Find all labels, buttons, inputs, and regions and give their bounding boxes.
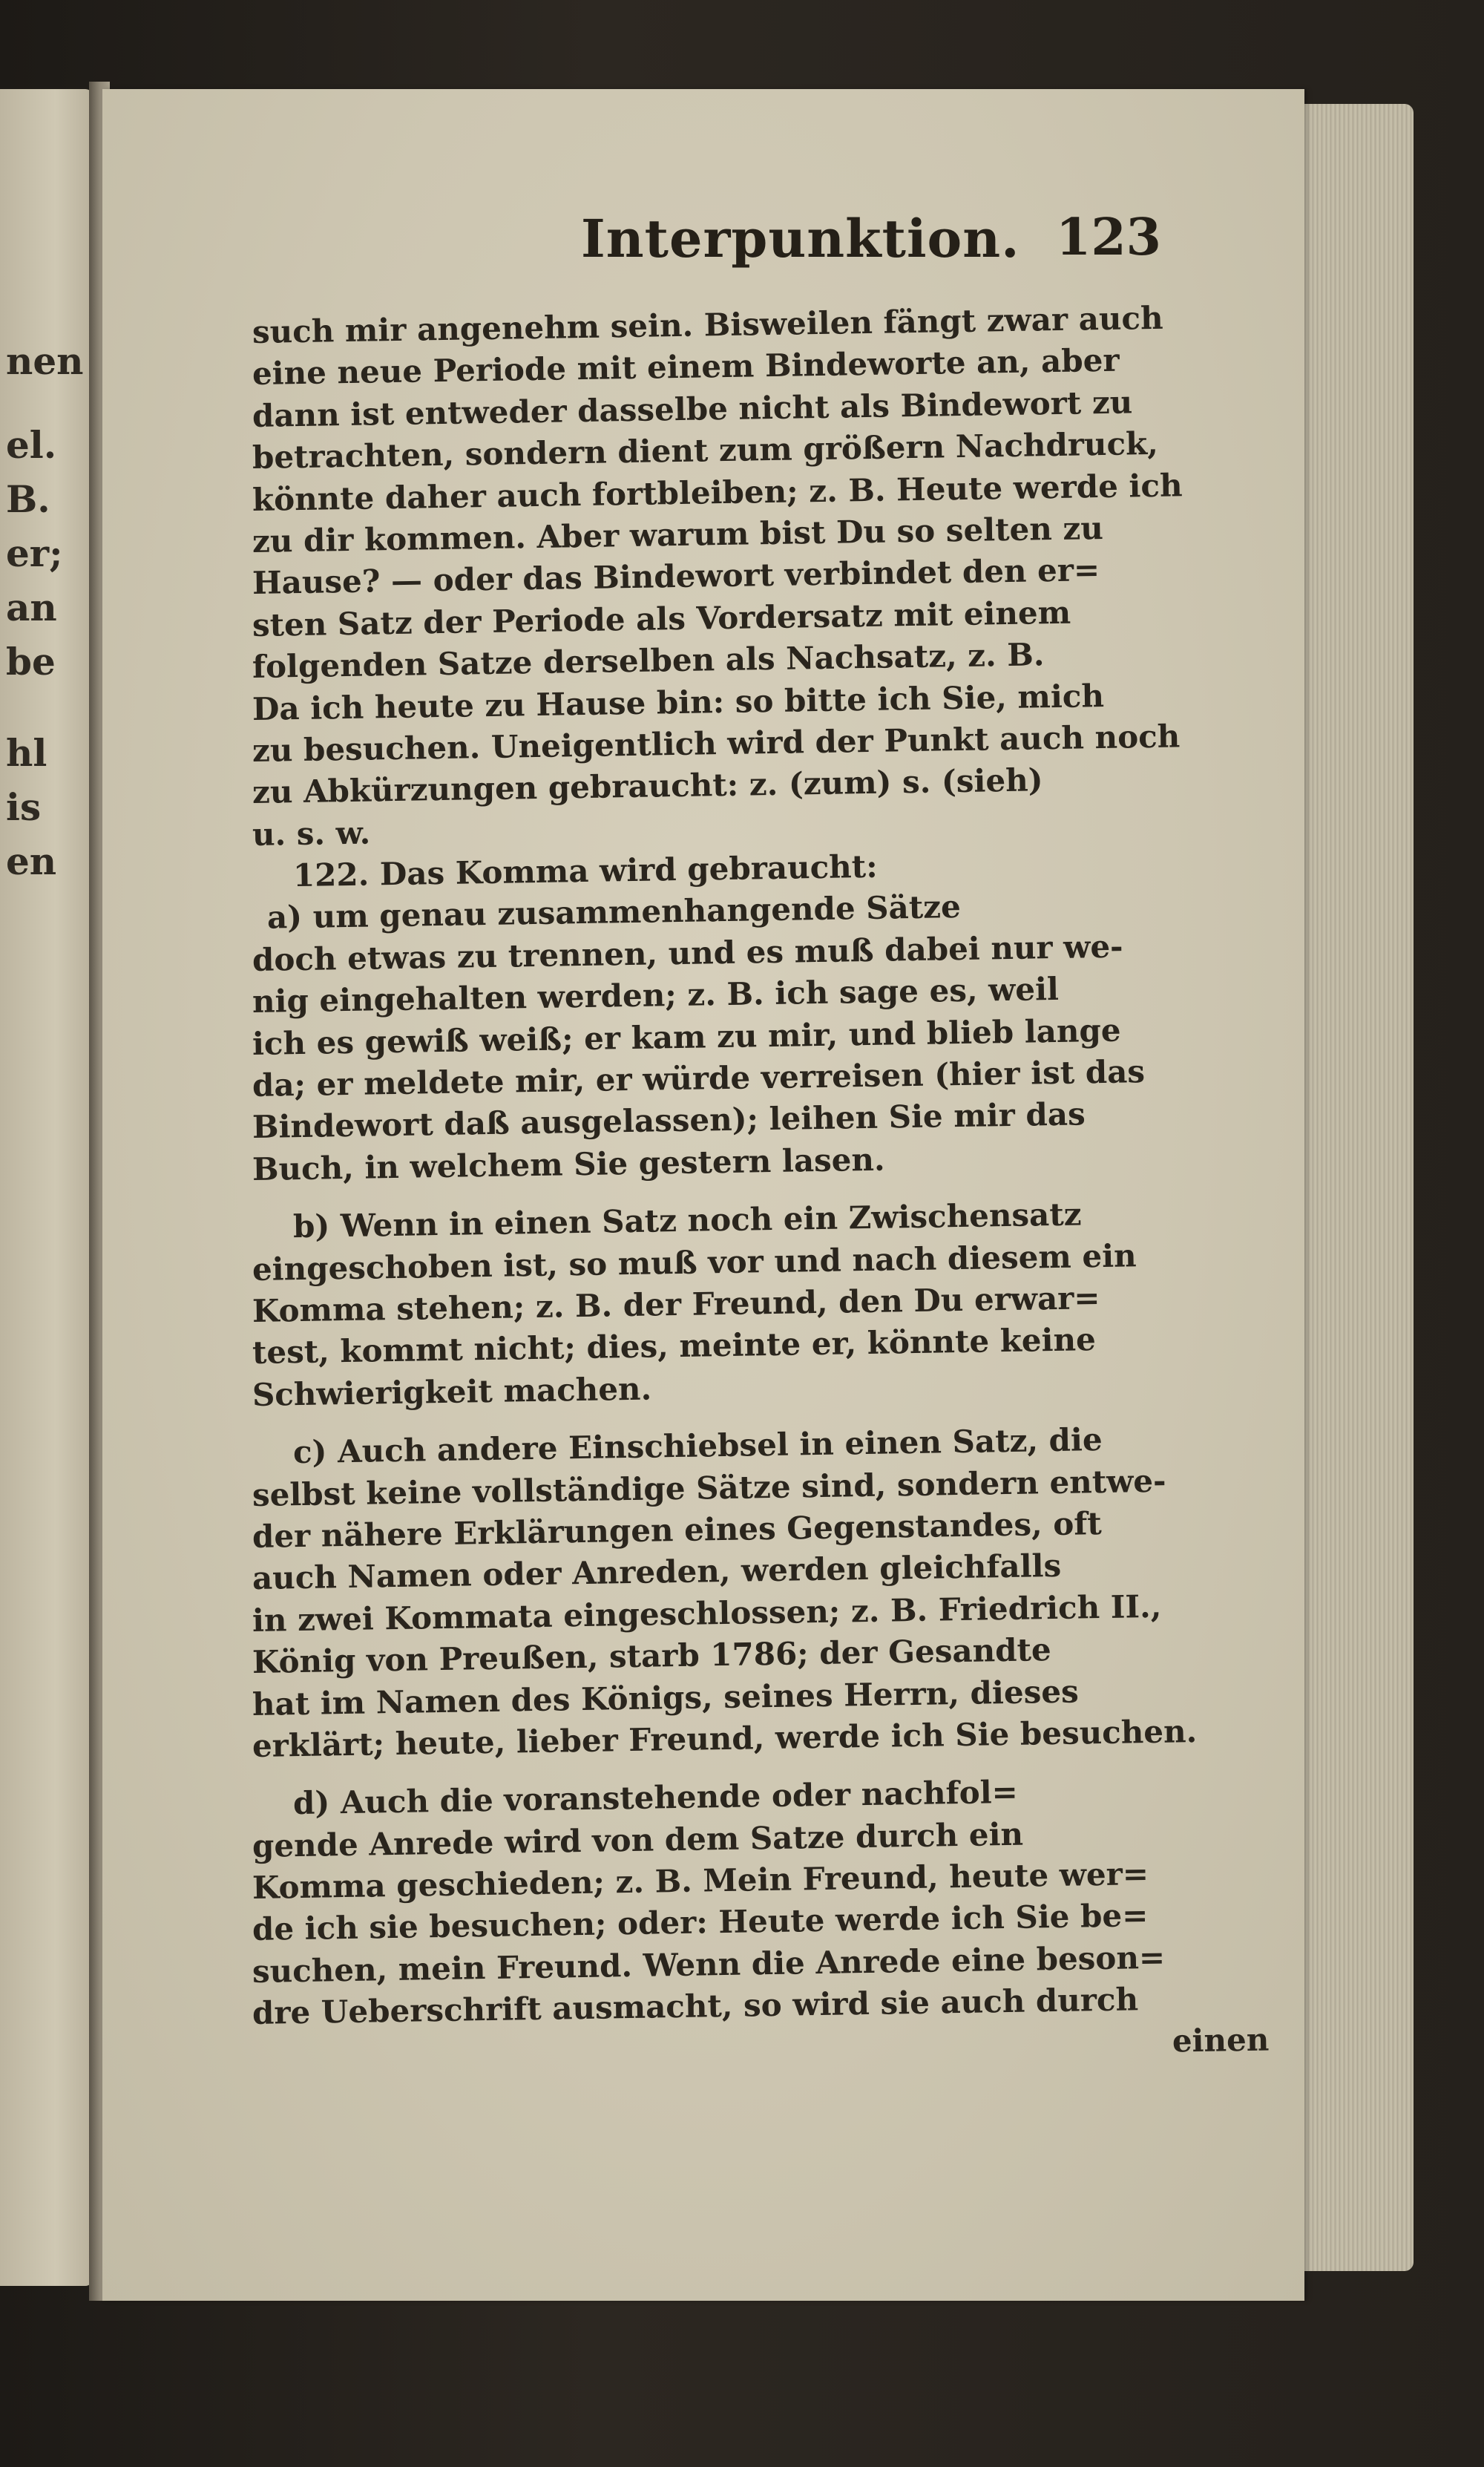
text-line: König von Preußen, starb 1786; der Gesandte: [252, 1631, 1051, 1681]
text-line: doch etwas zu trennen, und es muß dabei nur we-: [252, 928, 1123, 978]
text-line: dre Ueberschrift ausmacht, so wird sie auch durch: [252, 1981, 1139, 2032]
text-line: ich es gewiß weiß; er kam zu mir, und blieb lange: [252, 1012, 1121, 1062]
page-stack-edge: [1291, 104, 1414, 2271]
text-line: könnte daher auch fortbleiben; z. B. Heute werde ich: [252, 466, 1183, 518]
book-page: [102, 89, 1304, 2301]
fragment: er;: [6, 531, 63, 575]
text-line: Hause? — oder das Bindewort verbindet den er=: [252, 551, 1100, 602]
text-line: Buch, in welchem Sie gestern lasen.: [252, 1141, 885, 1187]
text-line: erklärt; heute, lieber Freund, werde ich Sie besuchen.: [252, 1712, 1198, 1764]
page-number: 123: [1056, 208, 1161, 267]
text-line: u. s. w.: [252, 814, 371, 853]
text-line: selbst keine vollständige Sätze sind, sondern entwe-: [252, 1462, 1166, 1513]
fragment: en: [6, 839, 57, 883]
body-text: [252, 299, 1270, 2077]
facing-page-fragments: [6, 334, 93, 888]
fragment: hl: [6, 731, 47, 775]
text-line: dann ist entweder dasselbe nicht als Bindewort zu: [252, 384, 1133, 434]
text-line: sten Satz der Periode als Vordersatz mit einem: [252, 594, 1071, 643]
text-line: da; er meldete mir, er würde verreisen (hier ist das: [252, 1053, 1146, 1104]
text-line: suchen, mein Freund. Wenn die Anrede eine beson=: [252, 1939, 1166, 1990]
fragment: an: [6, 586, 57, 629]
fragment: be: [6, 640, 56, 684]
fragment: el.: [6, 423, 57, 467]
fragment: nen: [6, 339, 84, 383]
text-line: hat im Namen des Königs, seines Herrn, dieses: [252, 1673, 1080, 1723]
text-line: eine neue Periode mit einem Bindeworte an, aber: [252, 342, 1120, 393]
running-head: Interpunktion.: [581, 208, 1020, 269]
text-line: zu dir kommen. Aber warum bist Du so selten zu: [252, 509, 1104, 560]
text-line: gende Anrede wird von dem Satze durch ein: [252, 1815, 1024, 1864]
text-line: folgenden Satze derselben als Nachsatz, z. B.: [252, 636, 1045, 686]
text-line: a) um genau zusammenhangende Sätze: [266, 888, 962, 937]
fragment: is: [6, 785, 42, 829]
catchword: einen: [1172, 2021, 1270, 2060]
facing-page-edge: [0, 89, 93, 2286]
text-line: Komma stehen; z. B. der Freund, den Du erwar=: [252, 1280, 1100, 1329]
text-line: Schwierigkeit machen.: [252, 1370, 652, 1413]
text-line: zu besuchen. Uneigentlich wird der Punkt auch noch: [252, 718, 1181, 769]
text-line: de ich sie besuchen; oder: Heute werde ich Sie be=: [252, 1897, 1149, 1948]
text-line: auch Namen oder Anreden, werden gleichfalls: [252, 1547, 1062, 1597]
text-line: Da ich heute zu Hause bin: so bitte ich Sie, mich: [252, 677, 1105, 727]
text-line: c) Auch andere Einschiebsel in einen Satz, die: [292, 1421, 1103, 1471]
text-line: b) Wenn in einen Satz noch ein Zwischensatz: [292, 1196, 1082, 1245]
fragment: B.: [6, 477, 50, 521]
text-line: Komma geschieden; z. B. Mein Freund, heute wer=: [252, 1855, 1149, 1907]
text-line: test, kommt nicht; dies, meinte er, könnte keine: [252, 1321, 1097, 1372]
text-line: d) Auch die voranstehende oder nachfol=: [292, 1774, 1019, 1822]
text-line: such mir angenehm sein. Bisweilen fängt zwar auch: [252, 299, 1163, 350]
text-line: zu Abkürzungen gebraucht: z. (zum) s. (sieh): [252, 761, 1043, 811]
text-line: in zwei Kommata eingeschlossen; z. B. Friedrich II.,: [252, 1588, 1162, 1639]
text-line: betrachten, sondern dient zum größern Nachdruck,: [252, 425, 1159, 476]
text-line: nig eingehalten werden; z. B. ich sage es, weil: [252, 971, 1060, 1020]
text-line: eingeschoben ist, so muß vor und nach diesem ein: [252, 1236, 1137, 1288]
text-line: der nähere Erklärungen eines Gegenstandes, oft: [252, 1504, 1103, 1555]
text-line: Bindewort daß ausgelassen); leihen Sie mir das: [252, 1095, 1086, 1146]
section-heading: 122. Das Komma wird gebraucht:: [292, 848, 878, 894]
